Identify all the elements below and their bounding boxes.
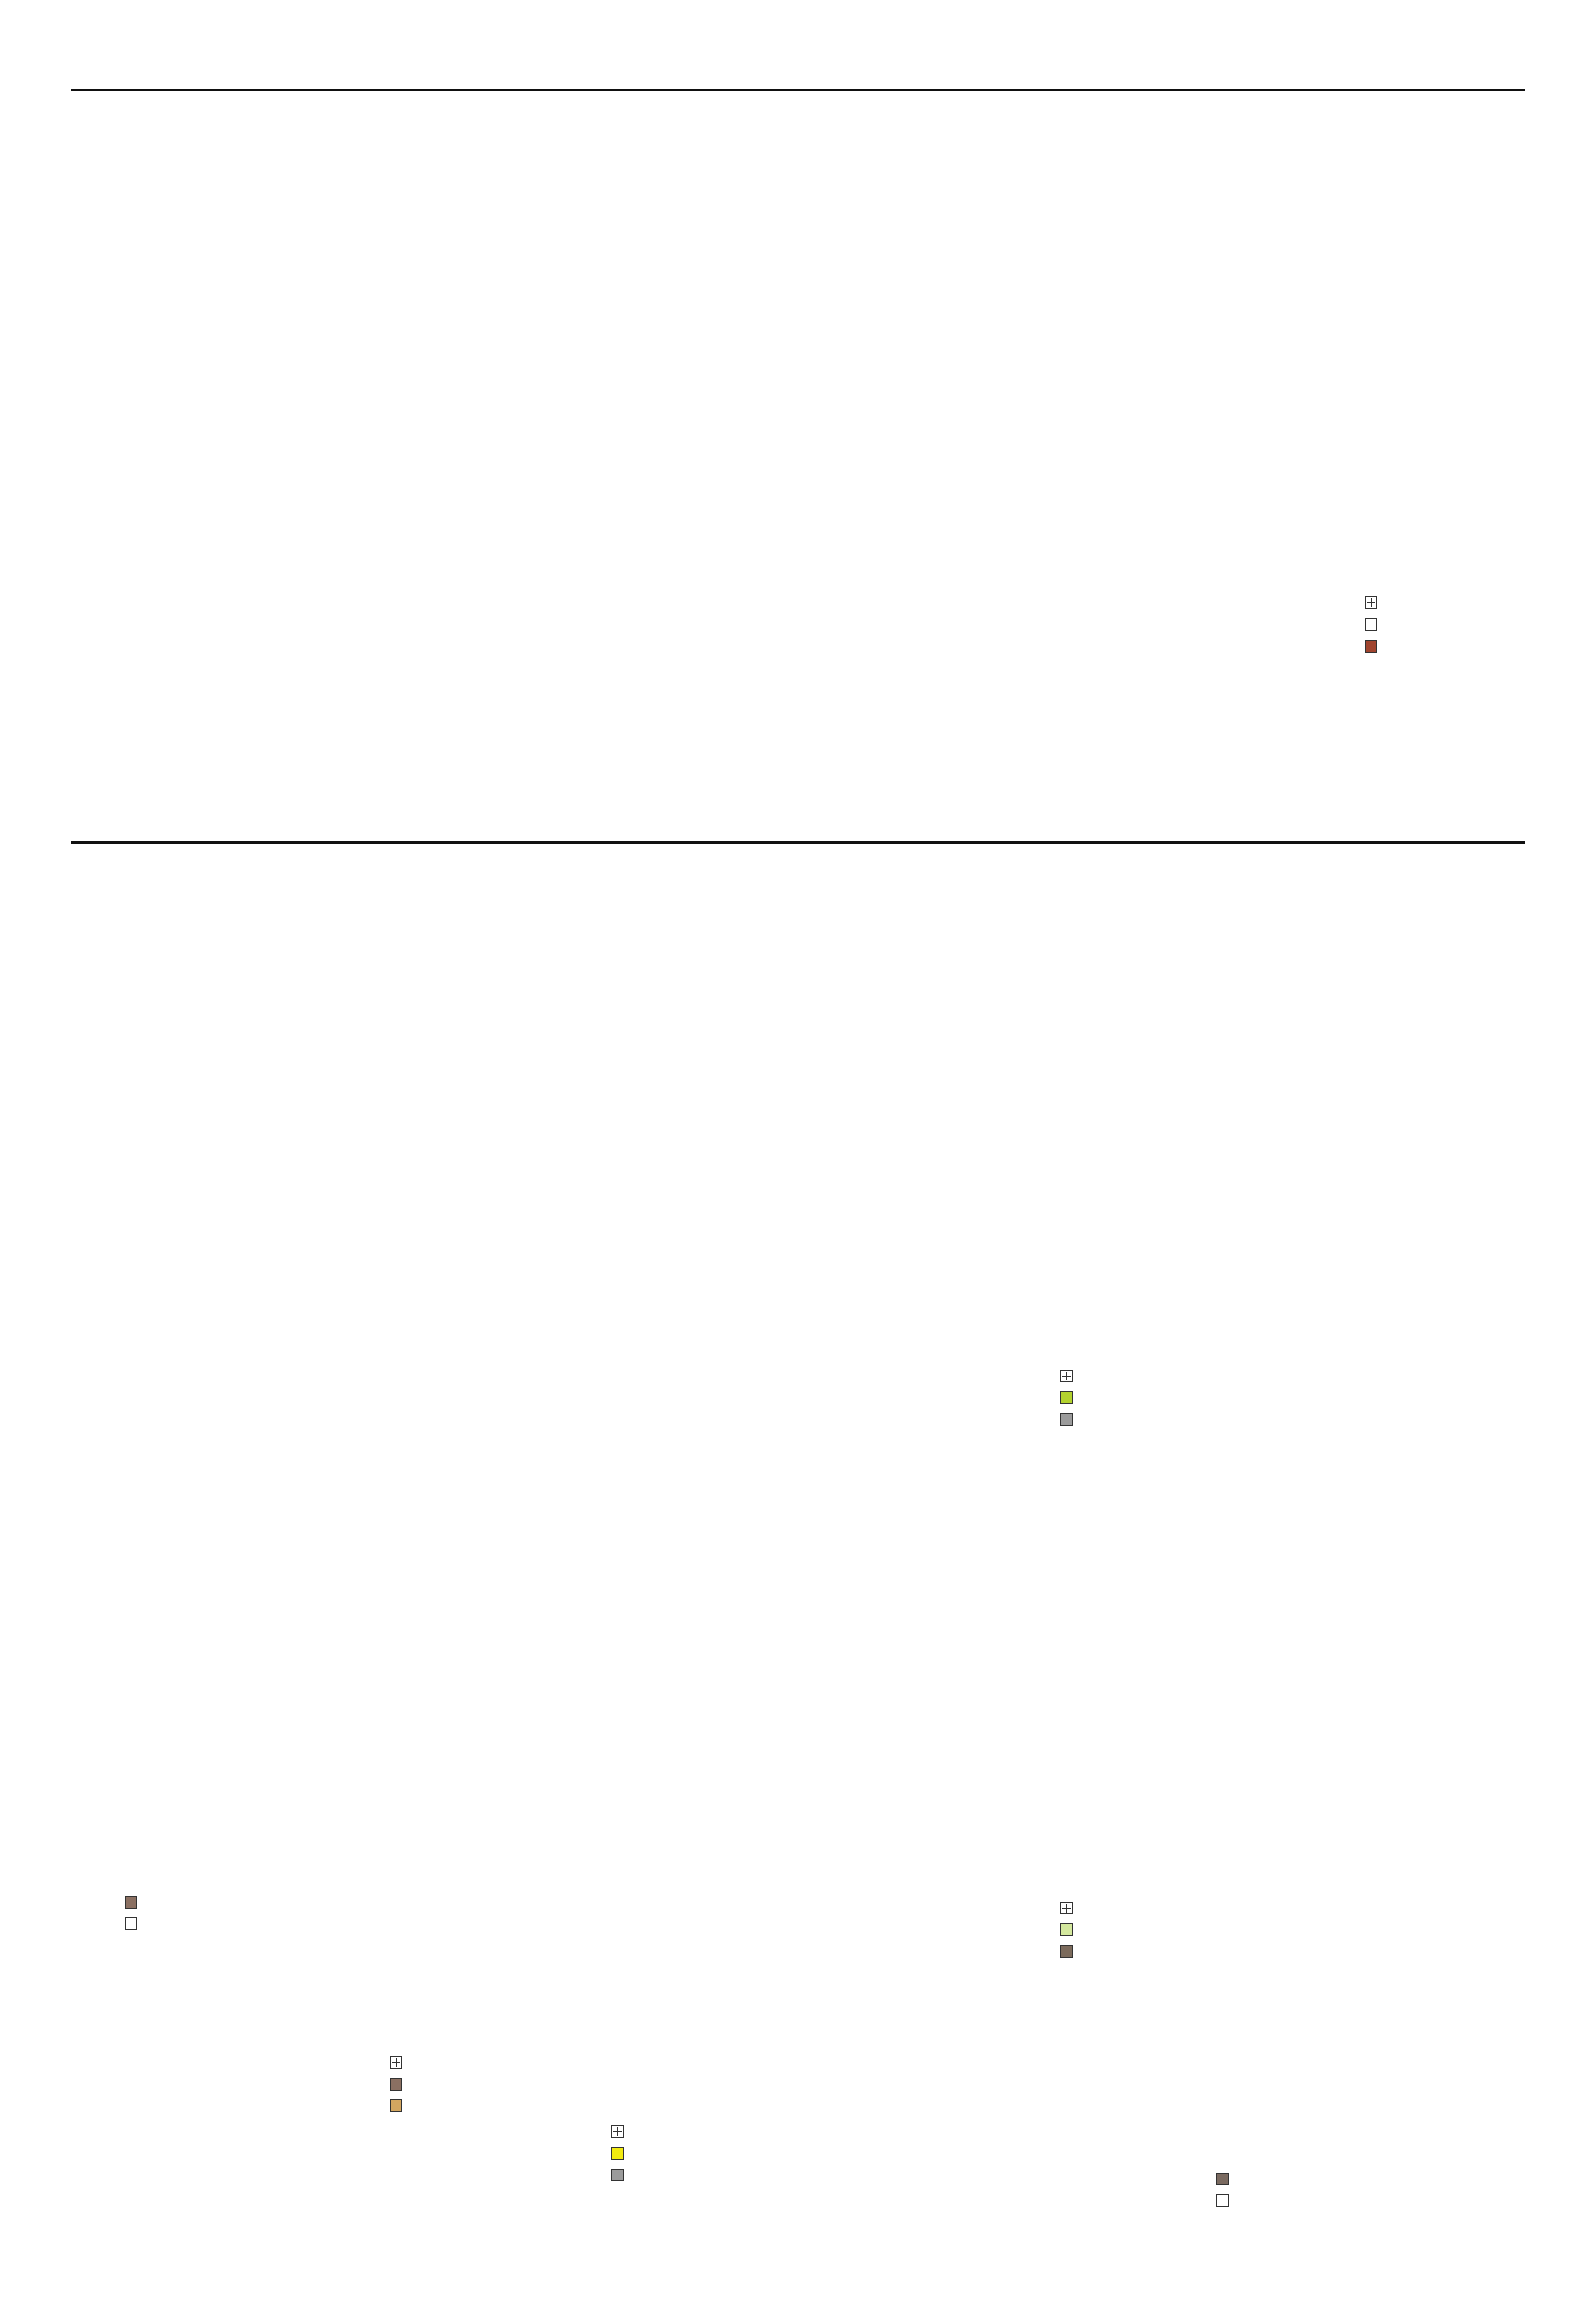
swatch-beige-icon [390, 2099, 402, 2112]
swatch-yellow-icon [611, 2147, 624, 2160]
legend-item-a [125, 1913, 560, 1934]
legend-m18 [1060, 1365, 1357, 1430]
title-rule [71, 89, 1525, 91]
legend-item-a [611, 2142, 868, 2164]
swatch-greybrown-icon [1060, 1945, 1073, 1958]
legend-m15 [611, 2120, 868, 2185]
chart-m50 [1009, 2081, 1206, 2308]
swatch-mustard-icon [1060, 1923, 1073, 1936]
legend-m45 [390, 2051, 568, 2116]
chart-m44 [61, 900, 576, 1899]
edge-symbol-icon [1365, 596, 1377, 609]
text-column-2 [441, 103, 782, 125]
swatch-greybrown-icon [390, 2078, 402, 2091]
legend-item-b [611, 2164, 868, 2185]
legend-m50 [1216, 2168, 1503, 2211]
legend-item-b [1365, 635, 1543, 657]
edge-symbol-icon [1060, 1370, 1073, 1382]
legend-item-b [1216, 2168, 1503, 2189]
legend-item-b [1060, 1408, 1357, 1430]
legend-item-a [1060, 1918, 1376, 1940]
swatch-lightbrown-icon [1365, 640, 1377, 653]
legend-item-a [1060, 1386, 1357, 1408]
legend-item-edge [1060, 1365, 1357, 1386]
edge-symbol-icon [1060, 1902, 1073, 1914]
swatch-brown-icon [125, 1896, 137, 1909]
edge-symbol-icon [611, 2125, 624, 2138]
swatch-green-icon [1060, 1391, 1073, 1404]
legend-m51 [1365, 591, 1543, 657]
legend-m20 [1060, 1897, 1376, 1962]
swatch-ecru-icon [1365, 618, 1377, 631]
legend-item-edge [390, 2051, 568, 2073]
swatch-beige-icon [125, 1917, 137, 1930]
legend-item-b [390, 2073, 568, 2094]
legend-item-edge [1365, 591, 1543, 613]
page-footer [1517, 2265, 1529, 2295]
legend-item-b [1060, 1940, 1376, 1962]
text-column-1 [71, 103, 412, 125]
chart-m45 [57, 2009, 394, 2306]
swatch-grey-icon [1060, 1413, 1073, 1426]
legend-m44 [125, 1891, 560, 1934]
chart-m20 [997, 1513, 1471, 1938]
swatch-grey-icon [611, 2169, 624, 2181]
chart-m15 [581, 900, 997, 2116]
swatch-white-icon [1216, 2194, 1229, 2207]
edge-symbol-icon [390, 2056, 402, 2069]
legend-item-a [1216, 2189, 1503, 2211]
legend-item-b [125, 1891, 560, 1913]
legend-item-edge [611, 2120, 868, 2142]
section-rule [71, 841, 1525, 844]
legend-item-a [1365, 613, 1543, 635]
swatch-brown-icon [1216, 2173, 1229, 2185]
legend-item-edge [1060, 1897, 1376, 1918]
chart-m51 [809, 134, 1325, 827]
legend-item-a [390, 2094, 568, 2116]
chart-m18 [1001, 898, 1554, 1392]
